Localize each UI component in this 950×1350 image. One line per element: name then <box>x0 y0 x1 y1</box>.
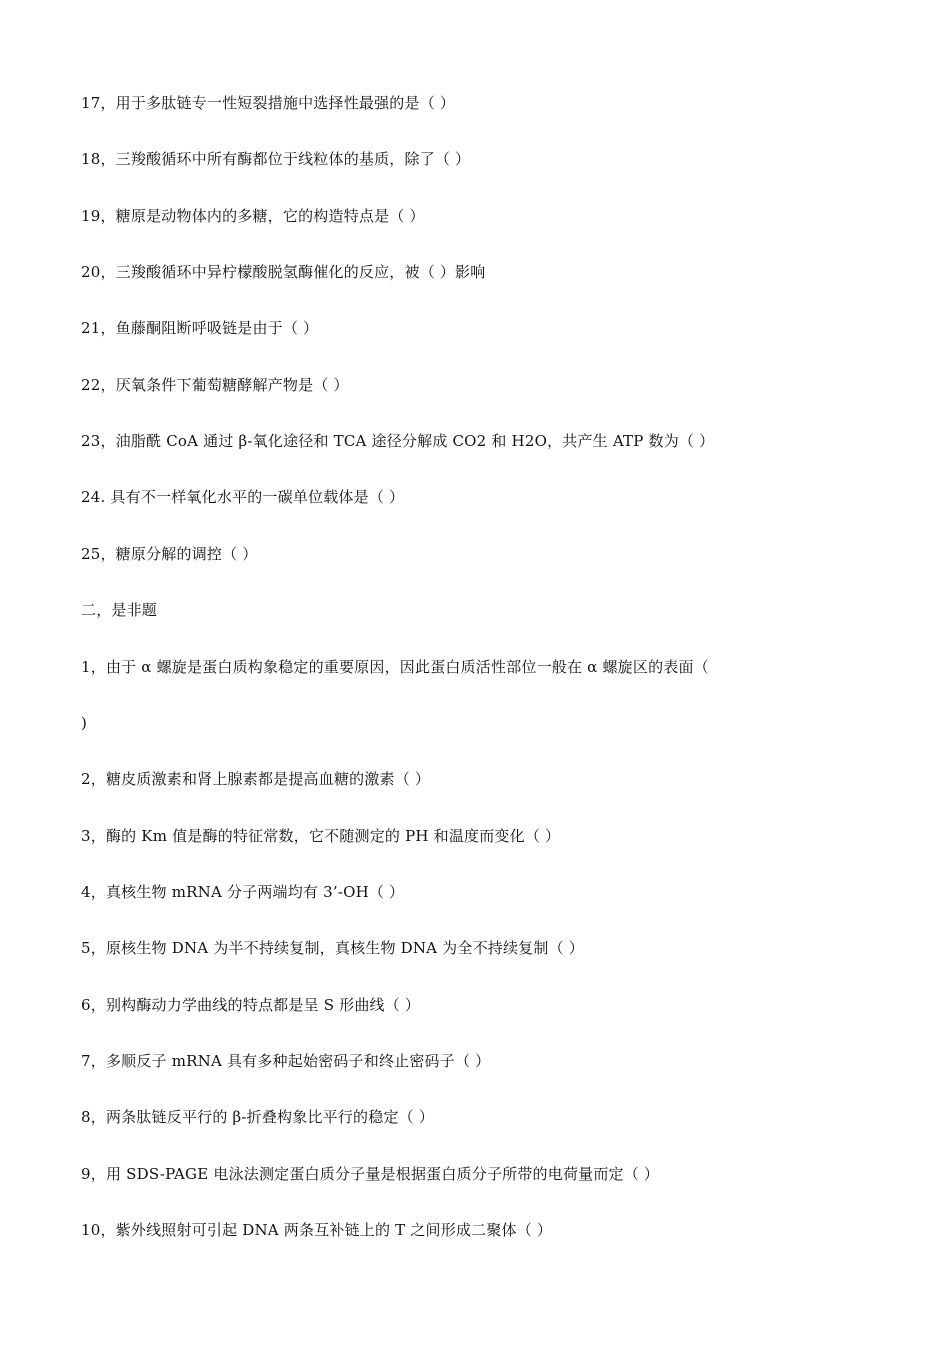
tf-question-2: 2，糖皮质激素和肾上腺素都是提高血糖的激素（ ） <box>81 770 431 788</box>
tf-question-5: 5，原核生物 DNA 为半不持续复制，真核生物 DNA 为全不持续复制（ ） <box>81 939 584 957</box>
tf-question-3: 3，酶的 Km 值是酶的特征常数，它不随测定的 PH 和温度而变化（ ） <box>81 827 561 845</box>
question-20: 20，三羧酸循环中异柠檬酸脱氢酶催化的反应，被（ ）影响 <box>81 263 486 281</box>
tf-question-7: 7，多顺反子 mRNA 具有多种起始密码子和终止密码子（ ） <box>81 1052 491 1070</box>
tf-question-1-continuation: ) <box>81 714 88 732</box>
question-22: 22，厌氧条件下葡萄糖酵解产物是（ ） <box>81 376 349 394</box>
question-19: 19，糖原是动物体内的多糖，它的构造特点是（ ） <box>81 207 425 225</box>
question-25: 25，糖原分解的调控（ ） <box>81 545 258 563</box>
tf-question-1: 1，由于 α 螺旋是蛋白质构象稳定的重要原因，因此蛋白质活性部位一般在 α 螺旋区的表面（ <box>81 658 709 676</box>
question-23: 23，油脂酰 CoA 通过 β-氧化途径和 TCA 途径分解成 CO2 和 H2O，共产生 ATP 数为（ ） <box>81 432 715 450</box>
tf-question-8: 8，两条肽链反平行的 β-折叠构象比平行的稳定（ ） <box>81 1108 435 1126</box>
question-17: 17，用于多肽链专一性短裂措施中选择性最强的是（ ） <box>81 94 456 112</box>
question-24: 24. 具有不一样氧化水平的一碳单位载体是（ ） <box>81 488 405 506</box>
question-21: 21，鱼藤酮阻断呼吸链是由于（ ） <box>81 319 319 337</box>
tf-question-4: 4，真核生物 mRNA 分子两端均有 3’-OH（ ） <box>81 883 405 901</box>
tf-question-9: 9，用 SDS-PAGE 电泳法测定蛋白质分子量是根据蛋白质分子所带的电荷量而定（ ） <box>81 1165 660 1183</box>
tf-question-10: 10，紫外线照射可引起 DNA 两条互补链上的 T 之间形成二聚体（ ） <box>81 1221 553 1239</box>
tf-question-6: 6，别构酶动力学曲线的特点都是呈 S 形曲线（ ） <box>81 996 421 1014</box>
section-heading-true-false: 二，是非题 <box>81 601 158 619</box>
question-18: 18，三羧酸循环中所有酶都位于线粒体的基质，除了（ ） <box>81 150 471 168</box>
